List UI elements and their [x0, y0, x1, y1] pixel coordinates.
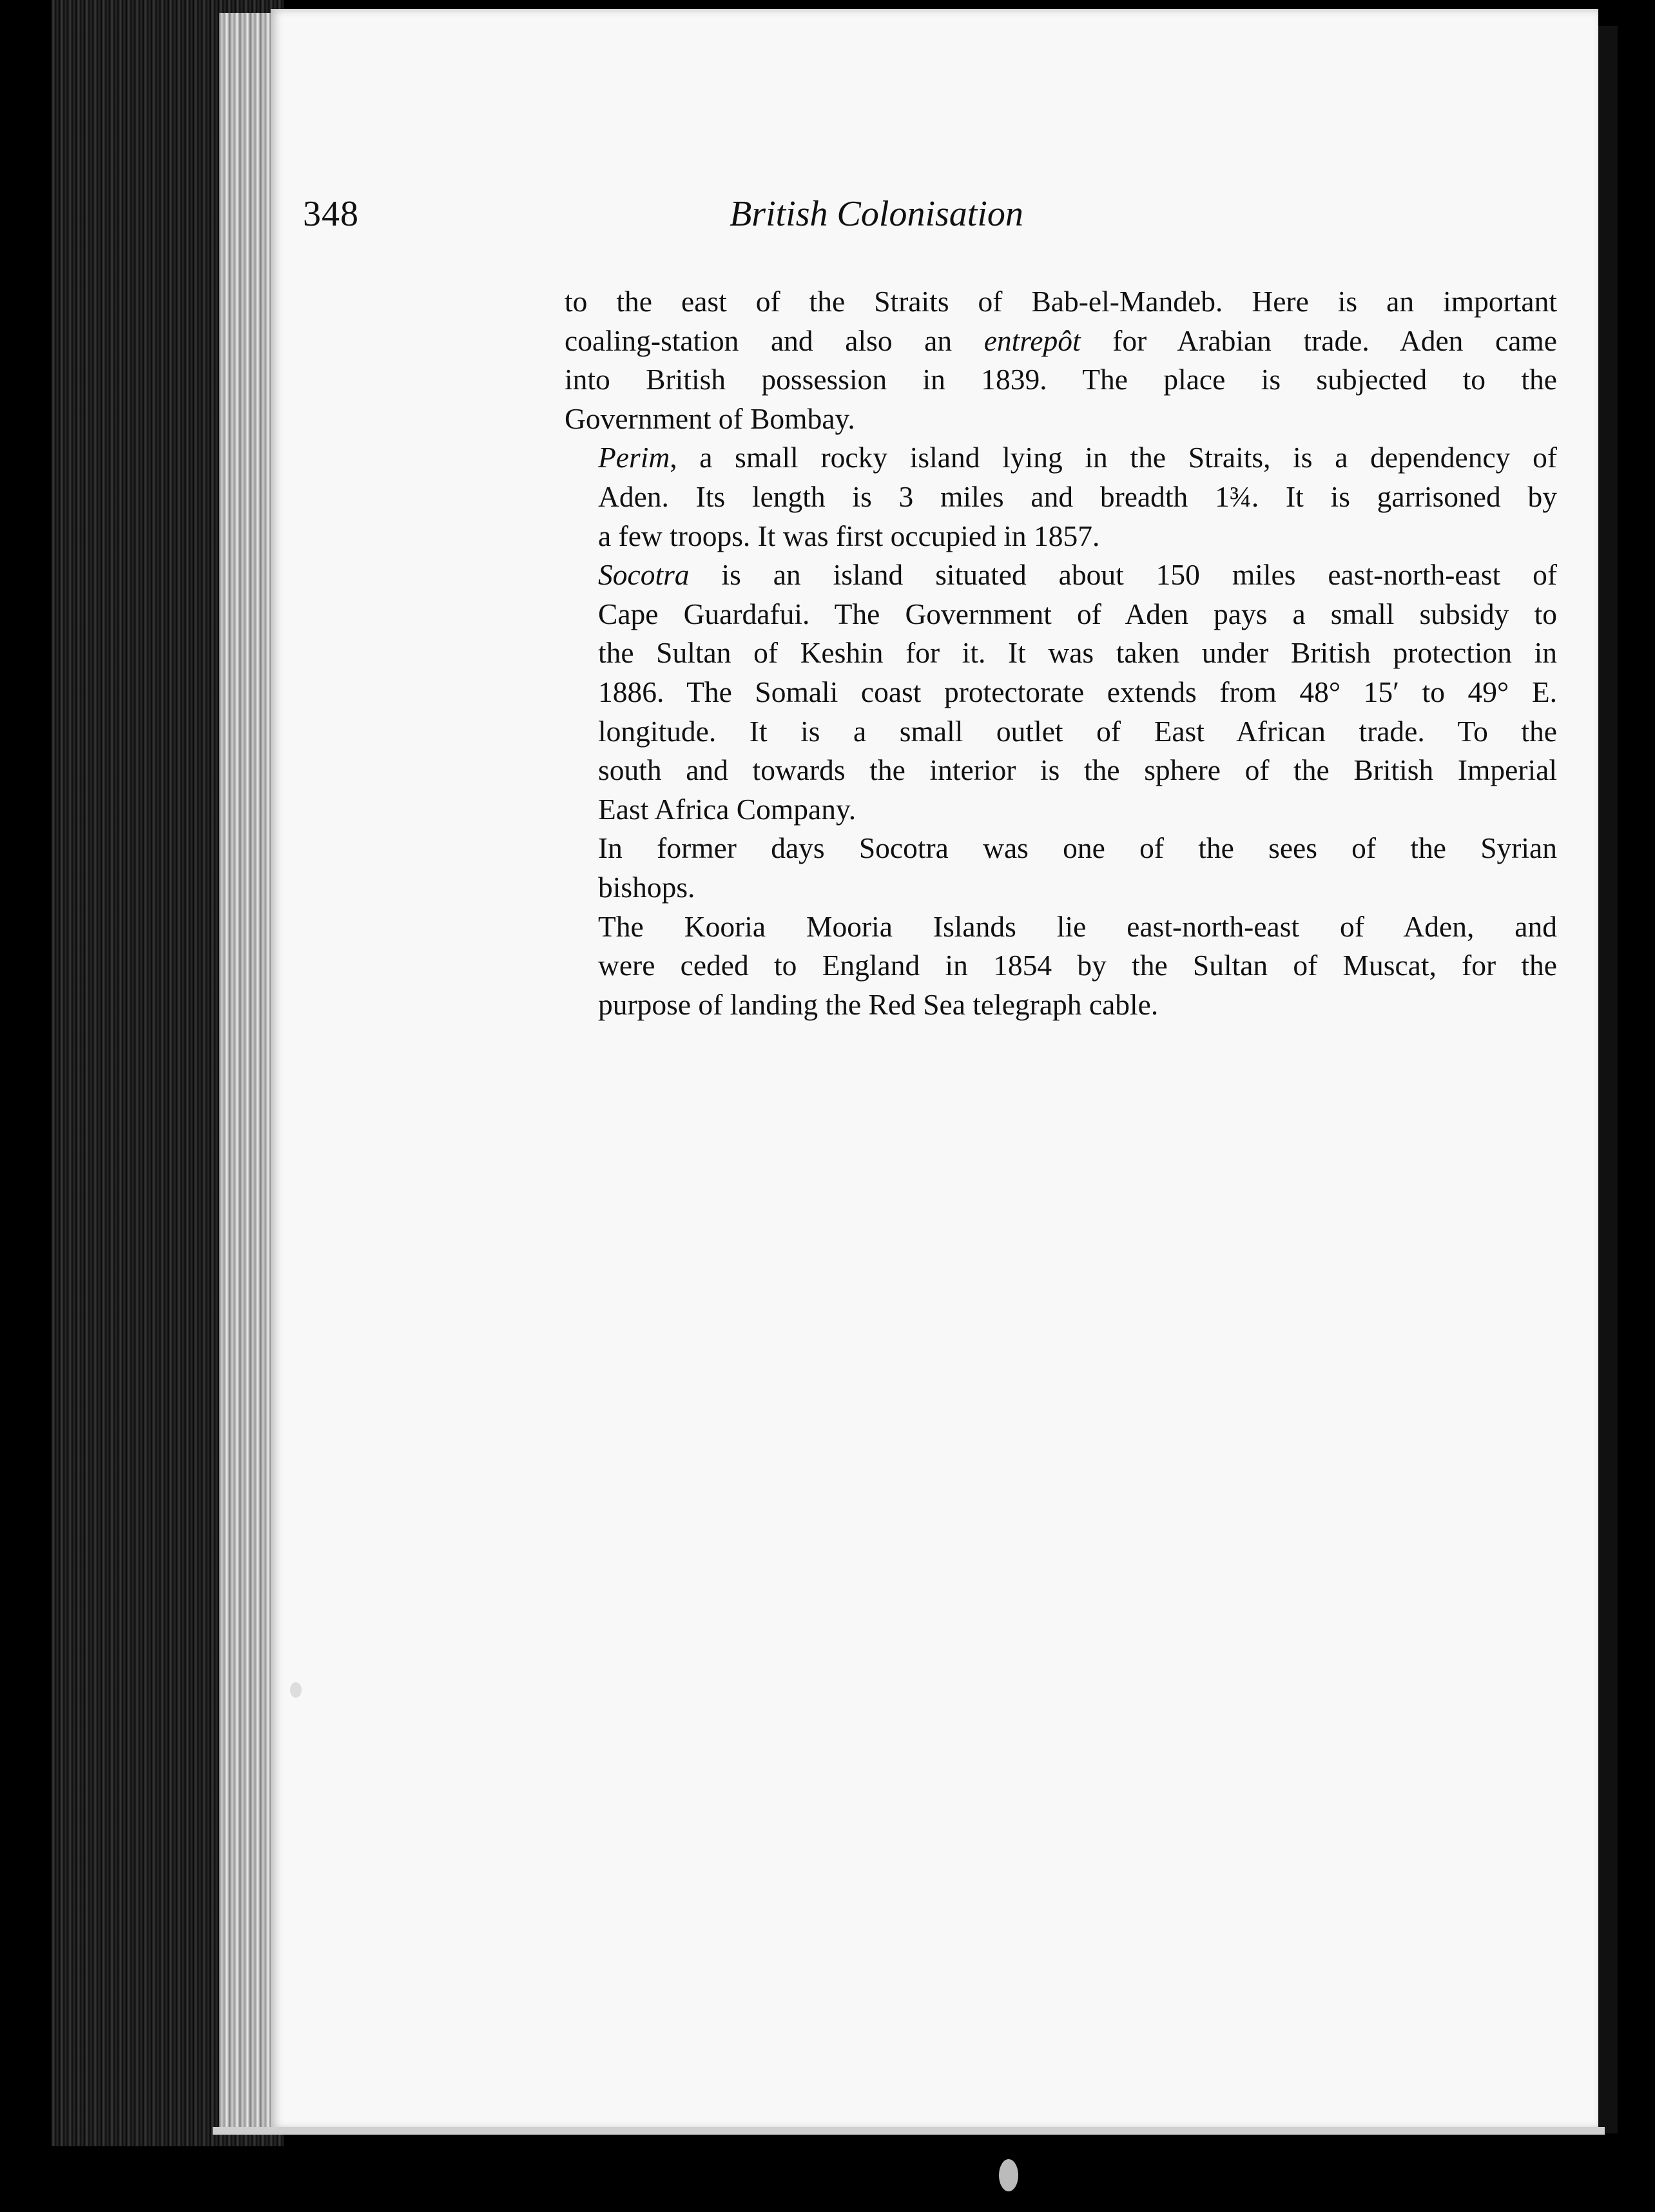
text-line: bishops. [598, 870, 695, 904]
text-line: a few troops. It was first occupied in 1857. [598, 519, 1100, 552]
paragraph [565, 282, 1557, 438]
paragraph [565, 907, 1557, 1025]
page-number: 348 [303, 194, 359, 234]
italic-term: entrepôt [983, 324, 1081, 357]
text-line: south and towards the interior is the sphere of the British Imperial [598, 753, 1557, 787]
text-line: In former days Socotra was one of the sees of the Syrian [598, 831, 1557, 865]
text-line: the Sultan of Keshin for it. It was taken under British protection in [598, 636, 1557, 670]
scan-speck [290, 1682, 302, 1698]
text-line: 1886. The Somali coast protectorate extends from 48° 15′ to 49° E. [598, 675, 1557, 708]
text-line: purpose of landing the Red Sea telegraph cable. [598, 987, 1159, 1021]
text-line: The Kooria Mooria Islands lie east-north-east of Aden, and [598, 909, 1557, 943]
paragraph [565, 829, 1557, 907]
text-line: East Africa Company. [598, 792, 857, 826]
italic-term: Perim [598, 441, 670, 474]
italic-term: Socotra [598, 558, 690, 592]
running-title: British Colonisation [730, 194, 1023, 234]
text-line: Perim, a small rocky island lying in the Straits, is a dependency of [598, 441, 1557, 474]
right-page-edge [1598, 26, 1618, 2133]
text-line: Government of Bombay. [565, 402, 855, 435]
text-line: Aden. Its length is 3 miles and breadth 1¾. It is garrisoned by [598, 480, 1557, 513]
paragraph [565, 438, 1557, 556]
text-line: Cape Guardafui. The Government of Aden pays a small subsidy to [598, 597, 1557, 630]
body-text [565, 282, 1557, 1024]
text-line: longitude. It is a small outlet of East African trade. To the [598, 714, 1557, 748]
text-line: were ceded to England in 1854 by the Sultan of Muscat, for the [598, 949, 1557, 982]
paragraph [565, 556, 1557, 829]
bottom-page-edge [213, 2127, 1605, 2135]
page-header [303, 193, 1237, 245]
text-line: coaling-station and also an entrepôt for Arabian trade. Aden came [565, 324, 1557, 357]
text-line: to the east of the Straits of Bab-el-Mandeb. Here is an important [565, 285, 1557, 318]
page-stack-edges [219, 13, 277, 2133]
text-line: into British possession in 1839. The place is subjected to the [565, 363, 1557, 396]
text-line: Socotra is an island situated about 150 miles east-north-east of [598, 558, 1557, 592]
scan-speck [999, 2159, 1018, 2191]
